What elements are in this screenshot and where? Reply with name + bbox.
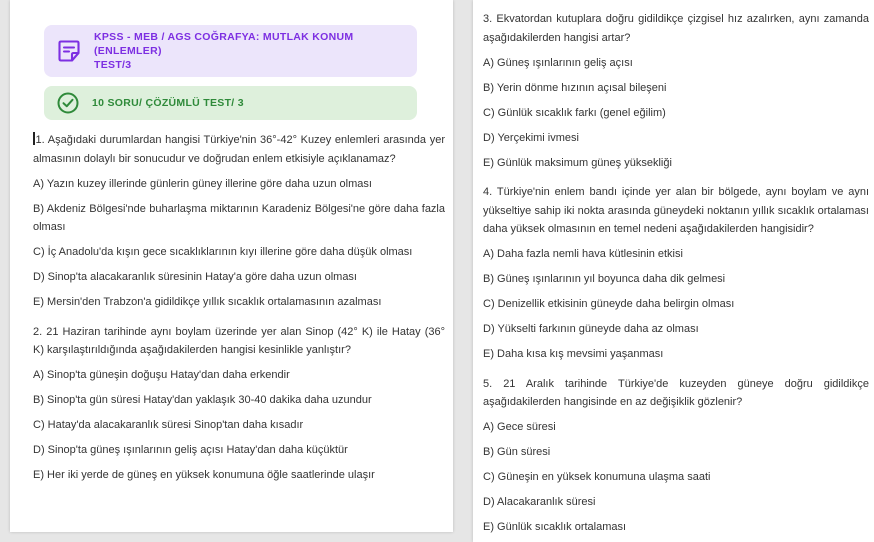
test-title-text: [94, 30, 405, 72]
test-title-line1: KPSS - MEB / AGS COĞRAFYA: MUTLAK KONUM (ENLEMLER): [94, 31, 354, 57]
question-3-option-a: A) Güneş ışınlarının geliş açısı: [483, 56, 633, 69]
question-2-option-d: D) Sinop'ta güneş ışınlarının geliş açısı Hatay'dan daha küçüktür: [33, 444, 348, 456]
document-page-left[interactable]: [10, 0, 453, 532]
question-4-option-a: A) Daha fazla nemli hava kütlesinin etkisi: [483, 248, 683, 260]
question-3-stem: 3. Ekvatordan kutuplara doğru gidildikçe çizgisel hız azalırken, aynı zamanda aşağıdakilerden hangisi artar?: [483, 13, 869, 44]
question-3-option-e: E) Günlük maksimum güneş yüksekliği: [483, 156, 672, 169]
question-1: [33, 131, 445, 312]
question-5-stem: 5. 21 Aralık tarihinde Türkiye'de kuzeyden güneye doğru gidildikçe aşağıdakilerden hangisinde en az değişiklik gözlenir?: [483, 377, 869, 408]
question-1-option-c: C) İç Anadolu'da kışın gece sıcaklıklarının kıyı illerine göre daha düşük olması: [33, 246, 413, 258]
question-5-option-c: C) Güneşin en yüksek konumuna ulaşma saati: [483, 471, 711, 483]
question-3-option-d: D) Yerçekimi ivmesi: [483, 131, 579, 144]
question-3: [483, 10, 869, 172]
question-4-stem: 4. Türkiye'nin enlem bandı içinde yer alan bir bölgede, aynı boylam ve aynı yükseltiye sahip iki nokta arasında güneydeki noktanın yıllık sıcaklık ortalaması daha yüksek olmasının en temel nedeni aşağıdakilerden hangisidir?: [483, 186, 869, 235]
document-page-right[interactable]: [473, 0, 874, 542]
question-5-option-b: B) Gün süresi: [483, 446, 551, 458]
question-2-stem: 2. 21 Haziran tarihinde aynı boylam üzerinde yer alan Sinop (42° K) ile Hatay (36° K) karşılaştırıldığında aşağıdakilerden hangisi kesinlikle yanlıştır?: [33, 325, 445, 356]
question-4-option-c: C) Denizellik etkisinin güneyde daha belirgin olması: [483, 298, 735, 310]
question-2-option-a: A) Sinop'ta güneşin doğuşu Hatay'dan daha erkendir: [33, 369, 290, 381]
question-2-option-e: E) Her iki yerde de güneş en yüksek konumuna öğle saatlerinde ulaşır: [33, 469, 375, 481]
question-3-option-c: C) Günlük sıcaklık farkı (genel eğilim): [483, 106, 666, 119]
question-2-option-b: B) Sinop'ta gün süresi Hatay'dan yaklaşık 30-40 dakika daha uzundur: [33, 394, 372, 406]
question-1-option-e: E) Mersin'den Trabzon'a gidildikçe yıllık sıcaklık ortalamasının azalması: [33, 296, 382, 308]
question-4-option-b: B) Güneş ışınlarının yıl boyunca daha dik gelmesi: [483, 273, 726, 285]
text-caret: [33, 132, 35, 145]
question-5-option-d: D) Alacakaranlık süresi: [483, 496, 596, 508]
question-1-stem: 1. Aşağıdaki durumlardan hangisi Türkiye'nin 36°-42° Kuzey enlemleri arasında yer almasının dolaylı bir sonucudur ve doğrudan enlem etkisiyle açıklanamaz?: [33, 134, 445, 165]
question-4: [483, 183, 869, 364]
note-icon: [56, 38, 82, 64]
question-2: [33, 323, 445, 485]
test-title-line2: TEST/3: [94, 59, 132, 71]
question-5-option-e: E) Günlük sıcaklık ortalaması: [483, 521, 627, 533]
test-info-badge: [44, 86, 417, 120]
question-5: [483, 375, 869, 537]
check-circle-icon: [56, 91, 80, 115]
question-5-option-a: A) Gece süresi: [483, 421, 556, 433]
test-title-badge: [44, 25, 417, 77]
test-info-text: 10 SORU/ ÇÖZÜMLÜ TEST/ 3: [92, 97, 244, 109]
question-2-option-c: C) Hatay'da alacakaranlık süresi Sinop'tan daha kısadır: [33, 419, 304, 431]
question-4-option-d: D) Yükselti farkının güneyde daha az olması: [483, 323, 699, 335]
question-1-option-b: B) Akdeniz Bölgesi'nde buharlaşma miktarının Karadeniz Bölgesi'ne göre daha fazla olması: [33, 202, 445, 233]
question-4-option-e: E) Daha kısa kış mevsimi yaşanması: [483, 348, 664, 360]
question-1-option-d: D) Sinop'ta alacakaranlık süresinin Hatay'a göre daha uzun olması: [33, 271, 357, 283]
question-1-option-a: A) Yazın kuzey illerinde günlerin güney illerine göre daha uzun olması: [33, 177, 372, 190]
question-3-option-b: B) Yerin dönme hızının açısal bileşeni: [483, 81, 667, 94]
